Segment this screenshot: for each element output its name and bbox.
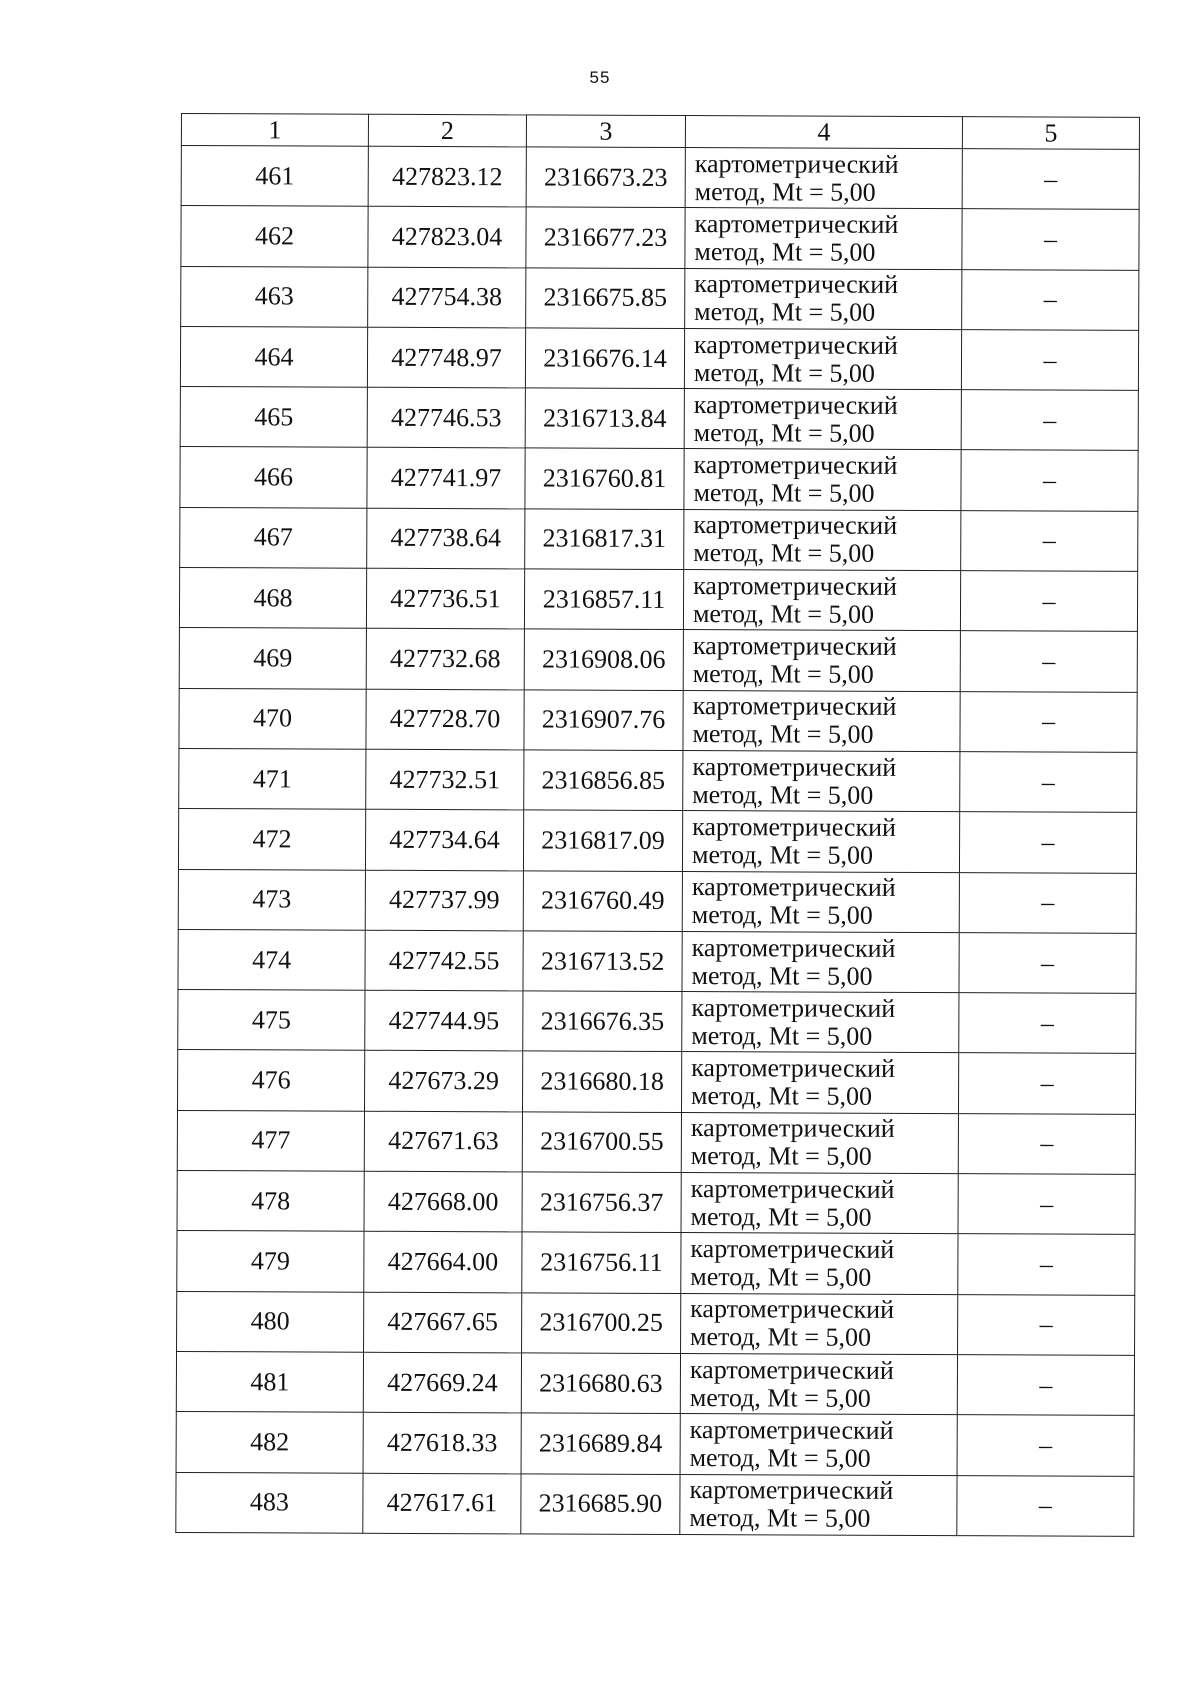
method-cell xyxy=(685,268,962,329)
x-coordinate-cell: 427732.68 xyxy=(366,629,524,690)
method-cell xyxy=(683,630,960,691)
y-coordinate-cell: 2316677.23 xyxy=(526,207,685,268)
method-line-2: метод, Mt = 5,00 xyxy=(694,297,876,328)
note-cell: – xyxy=(962,149,1139,210)
x-coordinate-cell: 427664.00 xyxy=(364,1232,522,1293)
y-coordinate-cell: 2316756.11 xyxy=(522,1232,681,1293)
method-cell xyxy=(683,690,960,751)
method-line-1: картометрический xyxy=(690,1113,895,1144)
x-coordinate-cell: 427667.65 xyxy=(364,1292,522,1353)
note-cell: – xyxy=(960,571,1137,632)
method-line-2: метод, Mt = 5,00 xyxy=(694,176,876,207)
method-line-1: картометрический xyxy=(693,510,898,541)
table-row xyxy=(180,447,1138,511)
point-number-cell: 470 xyxy=(179,688,366,749)
x-coordinate-cell: 427742.55 xyxy=(365,930,523,991)
method-line-1: картометрический xyxy=(691,932,896,963)
point-number-cell: 480 xyxy=(177,1291,364,1352)
method-cell xyxy=(682,992,959,1053)
table-row xyxy=(177,1231,1135,1295)
header-col-4: 4 xyxy=(685,116,962,149)
method-line-2: метод, Mt = 5,00 xyxy=(691,900,873,930)
point-number-cell: 481 xyxy=(176,1351,363,1412)
method-line-1: картометрический xyxy=(694,148,899,179)
coordinates-table xyxy=(175,113,1140,1537)
point-number-cell: 479 xyxy=(177,1231,364,1292)
method-line-1: картометрический xyxy=(689,1475,894,1506)
method-line-2: метод, Mt = 5,00 xyxy=(693,357,876,388)
method-cell xyxy=(684,449,961,510)
page-number: 55 xyxy=(589,68,611,87)
method-cell xyxy=(681,1233,958,1294)
method-line-1: картометрический xyxy=(692,691,897,722)
x-coordinate-cell: 427754.38 xyxy=(368,267,526,328)
y-coordinate-cell: 2316685.90 xyxy=(521,1473,680,1534)
method-line-1: картометрический xyxy=(691,1053,896,1083)
method-line-1: картометрический xyxy=(694,269,899,300)
note-cell: – xyxy=(958,1174,1135,1235)
method-line-1: картометрический xyxy=(693,450,898,481)
x-coordinate-cell: 427671.63 xyxy=(364,1111,522,1172)
note-cell: – xyxy=(960,752,1137,813)
y-coordinate-cell: 2316676.35 xyxy=(523,991,682,1052)
table-row xyxy=(178,929,1136,993)
method-line-2: метод, Mt = 5,00 xyxy=(692,598,875,629)
method-cell xyxy=(680,1353,957,1414)
point-number-cell: 474 xyxy=(178,929,365,990)
table-row xyxy=(178,869,1136,933)
note-cell: – xyxy=(959,872,1136,933)
point-number-cell: 473 xyxy=(178,869,365,930)
x-coordinate-cell: 427736.51 xyxy=(366,568,524,629)
y-coordinate-cell: 2316673.23 xyxy=(526,147,685,208)
table-row xyxy=(179,688,1137,752)
point-number-cell: 476 xyxy=(177,1050,364,1111)
table-row xyxy=(180,326,1138,390)
method-line-2: метод, Mt = 5,00 xyxy=(692,719,874,750)
y-coordinate-cell: 2316760.49 xyxy=(523,870,682,931)
method-line-2: метод, Mt = 5,00 xyxy=(693,538,875,569)
y-coordinate-cell: 2316713.84 xyxy=(525,388,684,449)
y-coordinate-cell: 2316700.25 xyxy=(522,1293,681,1354)
header-col-5: 5 xyxy=(962,117,1139,150)
point-number-cell: 477 xyxy=(177,1110,364,1171)
table-row xyxy=(179,748,1137,812)
method-line-2: метод, Mt = 5,00 xyxy=(693,478,875,508)
y-coordinate-cell: 2316856.85 xyxy=(524,750,683,811)
point-number-cell: 464 xyxy=(180,326,367,387)
table-header xyxy=(181,114,1139,150)
method-line-2: метод, Mt = 5,00 xyxy=(689,1503,871,1533)
method-line-2: метод, Mt = 5,00 xyxy=(691,960,873,991)
note-cell: – xyxy=(957,1475,1134,1536)
method-line-2: метод, Mt = 5,00 xyxy=(692,779,874,810)
point-number-cell: 482 xyxy=(176,1412,363,1473)
header-col-3: 3 xyxy=(526,115,685,148)
method-line-2: метод, Mt = 5,00 xyxy=(690,1322,872,1353)
x-coordinate-cell: 427823.12 xyxy=(368,146,526,207)
method-line-2: метод, Mt = 5,00 xyxy=(691,839,874,870)
y-coordinate-cell: 2316680.63 xyxy=(521,1353,680,1414)
x-coordinate-cell: 427823.04 xyxy=(368,207,526,268)
x-coordinate-cell: 427673.29 xyxy=(364,1051,522,1112)
method-cell xyxy=(685,148,962,209)
method-cell xyxy=(681,1173,958,1234)
point-number-cell: 471 xyxy=(179,748,366,809)
method-line-2: метод, Mt = 5,00 xyxy=(691,1081,873,1111)
method-line-1: картометрический xyxy=(691,872,896,903)
table-row xyxy=(181,266,1139,330)
point-number-cell: 469 xyxy=(179,628,366,689)
method-line-2: метод, Mt = 5,00 xyxy=(690,1201,872,1232)
point-number-cell: 468 xyxy=(179,568,366,629)
method-cell xyxy=(680,1474,957,1535)
header-row xyxy=(181,114,1139,150)
note-cell: – xyxy=(958,1113,1135,1174)
method-line-1: картометрический xyxy=(689,1354,894,1385)
header-col-2: 2 xyxy=(368,114,526,147)
method-cell xyxy=(684,509,961,570)
point-number-cell: 478 xyxy=(177,1171,364,1232)
table-row xyxy=(176,1351,1134,1415)
method-line-2: метод, Mt = 5,00 xyxy=(693,417,875,448)
x-coordinate-cell: 427668.00 xyxy=(364,1171,522,1232)
method-cell xyxy=(680,1414,957,1475)
table-row xyxy=(181,206,1139,270)
x-coordinate-cell: 427738.64 xyxy=(367,508,525,569)
method-line-1: картометрический xyxy=(692,811,897,842)
method-line-2: метод, Mt = 5,00 xyxy=(694,236,876,267)
x-coordinate-cell: 427732.51 xyxy=(366,749,524,810)
point-number-cell: 483 xyxy=(176,1472,363,1533)
note-cell: – xyxy=(961,450,1138,511)
header-col-1: 1 xyxy=(181,114,368,147)
point-number-cell: 475 xyxy=(178,990,365,1051)
table-row xyxy=(179,628,1137,692)
table-row xyxy=(177,1050,1135,1114)
table-row xyxy=(176,1472,1134,1536)
note-cell: – xyxy=(959,812,1136,873)
y-coordinate-cell: 2316756.37 xyxy=(522,1172,681,1233)
x-coordinate-cell: 427741.97 xyxy=(367,448,525,509)
point-number-cell: 467 xyxy=(180,507,367,568)
note-cell: – xyxy=(960,631,1137,692)
note-cell: – xyxy=(958,1053,1135,1114)
method-line-1: картометрический xyxy=(694,329,898,360)
method-cell xyxy=(684,389,961,450)
x-coordinate-cell: 427737.99 xyxy=(365,870,523,931)
table-row xyxy=(178,990,1136,1054)
note-cell: – xyxy=(962,209,1139,270)
table-row xyxy=(177,1291,1135,1355)
method-line-1: картометрический xyxy=(689,1414,894,1445)
method-cell xyxy=(681,1052,958,1113)
y-coordinate-cell: 2316760.81 xyxy=(525,448,684,509)
point-number-cell: 461 xyxy=(181,146,368,207)
x-coordinate-cell: 427744.95 xyxy=(365,990,523,1051)
x-coordinate-cell: 427746.53 xyxy=(367,387,525,448)
x-coordinate-cell: 427669.24 xyxy=(363,1352,521,1413)
method-cell xyxy=(682,931,959,992)
y-coordinate-cell: 2316817.31 xyxy=(525,509,684,570)
table-body xyxy=(176,146,1140,1537)
x-coordinate-cell: 427748.97 xyxy=(367,327,525,388)
x-coordinate-cell: 427617.61 xyxy=(363,1473,521,1534)
table-row xyxy=(180,507,1138,571)
x-coordinate-cell: 427734.64 xyxy=(365,810,523,871)
y-coordinate-cell: 2316700.55 xyxy=(522,1112,681,1173)
note-cell: – xyxy=(962,269,1139,330)
x-coordinate-cell: 427728.70 xyxy=(366,689,524,750)
method-line-2: метод, Mt = 5,00 xyxy=(690,1262,872,1292)
y-coordinate-cell: 2316908.06 xyxy=(524,629,683,690)
table-row xyxy=(177,1171,1135,1235)
y-coordinate-cell: 2316907.76 xyxy=(524,690,683,751)
method-cell xyxy=(683,750,960,811)
method-line-1: картометрический xyxy=(690,1294,895,1325)
table-row xyxy=(178,809,1136,873)
method-line-2: метод, Mt = 5,00 xyxy=(691,1020,873,1051)
note-cell: – xyxy=(959,932,1136,993)
note-cell: – xyxy=(961,510,1138,571)
y-coordinate-cell: 2316713.52 xyxy=(523,931,682,992)
method-line-2: метод, Mt = 5,00 xyxy=(689,1442,871,1473)
method-line-1: картометрический xyxy=(693,570,897,601)
point-number-cell: 465 xyxy=(180,387,367,448)
table-row xyxy=(177,1110,1135,1174)
method-line-2: метод, Mt = 5,00 xyxy=(689,1382,871,1413)
y-coordinate-cell: 2316857.11 xyxy=(524,569,683,630)
table-row xyxy=(179,568,1137,632)
method-line-2: метод, Mt = 5,00 xyxy=(692,659,874,689)
note-cell: – xyxy=(957,1355,1134,1416)
method-cell xyxy=(681,1293,958,1354)
method-cell xyxy=(684,328,961,389)
y-coordinate-cell: 2316675.85 xyxy=(526,267,685,328)
point-number-cell: 462 xyxy=(181,206,368,267)
method-line-1: картометрический xyxy=(693,389,898,420)
method-cell xyxy=(683,570,960,631)
note-cell: – xyxy=(957,1415,1134,1476)
point-number-cell: 463 xyxy=(181,266,368,327)
point-number-cell: 466 xyxy=(180,447,367,508)
method-cell xyxy=(685,208,962,269)
table-row xyxy=(180,387,1138,451)
method-line-1: картометрический xyxy=(694,209,899,239)
method-line-1: картометрический xyxy=(692,631,897,661)
method-line-1: картометрический xyxy=(692,751,897,782)
point-number-cell: 472 xyxy=(178,809,365,870)
x-coordinate-cell: 427618.33 xyxy=(363,1412,521,1473)
method-cell xyxy=(682,811,959,872)
note-cell: – xyxy=(960,691,1137,752)
note-cell: – xyxy=(958,1294,1135,1355)
method-cell xyxy=(682,871,959,932)
method-line-2: метод, Mt = 5,00 xyxy=(690,1141,872,1172)
method-line-1: картометрический xyxy=(690,1234,895,1264)
method-line-1: картометрический xyxy=(690,1173,895,1204)
note-cell: – xyxy=(959,993,1136,1054)
note-cell: – xyxy=(961,390,1138,451)
note-cell: – xyxy=(961,330,1138,391)
method-line-1: картометрический xyxy=(691,992,896,1023)
y-coordinate-cell: 2316817.09 xyxy=(523,810,682,871)
method-cell xyxy=(681,1112,958,1173)
y-coordinate-cell: 2316676.14 xyxy=(525,328,684,389)
table-row xyxy=(176,1412,1134,1476)
y-coordinate-cell: 2316680.18 xyxy=(522,1051,681,1112)
y-coordinate-cell: 2316689.84 xyxy=(521,1413,680,1474)
table-row xyxy=(181,146,1139,210)
note-cell: – xyxy=(958,1234,1135,1295)
